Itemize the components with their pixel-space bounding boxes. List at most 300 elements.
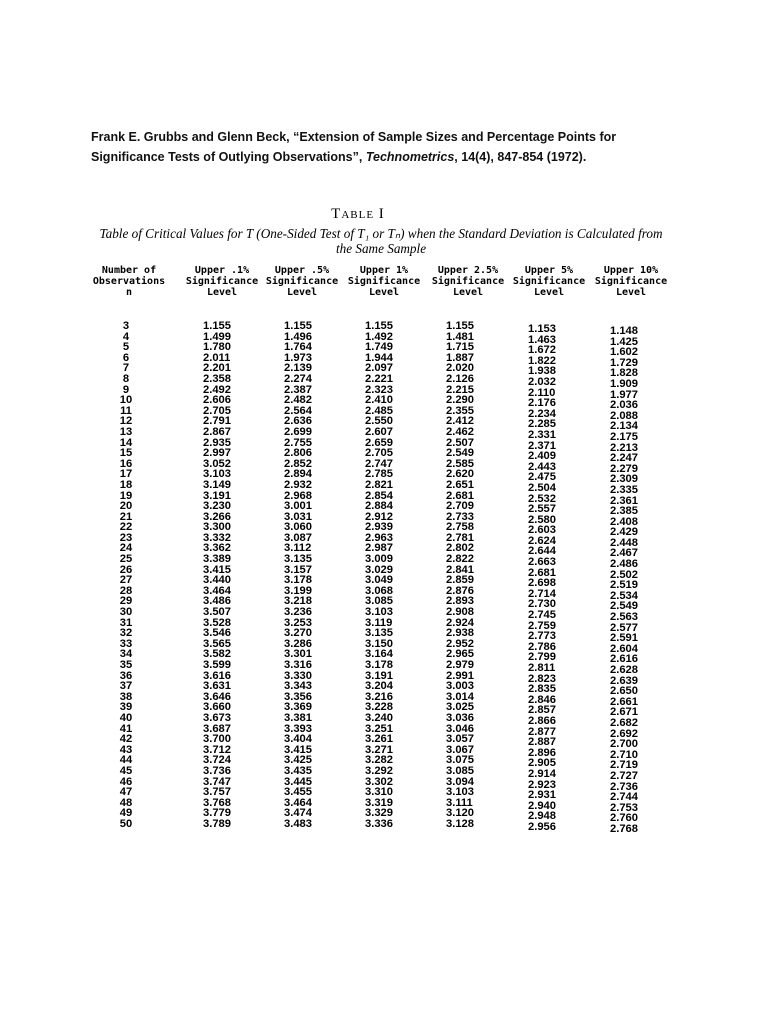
table-cell: 1.672 — [528, 344, 556, 357]
table-cell: 2.956 — [528, 820, 556, 833]
table-cell: 3.455 — [284, 786, 312, 799]
table-cell: 2.467 — [610, 547, 638, 560]
table-cell: 2.896 — [528, 746, 556, 759]
table-cell: 3.094 — [446, 775, 474, 788]
table-cell: 3.329 — [365, 807, 393, 820]
table-cell: 3.060 — [284, 521, 312, 534]
table-cell: 2.644 — [528, 545, 556, 558]
column-upper-10 — [610, 326, 638, 835]
table-cell: 3.112 — [284, 542, 312, 555]
column-upper-2-5 — [446, 321, 474, 830]
table-cell: 2.201 — [203, 362, 231, 375]
table-cell: 2.727 — [610, 769, 638, 782]
table-cell: 2.791 — [203, 415, 231, 428]
table-cell: 2.753 — [610, 801, 638, 814]
table-cell: 3.204 — [365, 680, 393, 693]
table-cell: 2.213 — [610, 441, 638, 454]
table-cell: 2.557 — [528, 503, 556, 516]
table-cell: 3.103 — [203, 468, 231, 481]
table-cell: 2.519 — [610, 579, 638, 592]
table-cell: 2.758 — [446, 521, 474, 534]
table-cell: 3.700 — [203, 733, 231, 746]
table-cell: 2.486 — [610, 558, 638, 571]
table-cell: 3.369 — [284, 701, 312, 714]
table-cell: 3.393 — [284, 722, 312, 735]
table-cell: 3.507 — [203, 606, 231, 619]
table-cell: 34 — [119, 648, 133, 661]
table-cell: 3.301 — [284, 648, 312, 661]
table-cell: 2.714 — [528, 587, 556, 600]
table-cell: 2.997 — [203, 447, 231, 460]
table-cell: 3.286 — [284, 637, 312, 650]
table-cell: 2.671 — [610, 706, 638, 719]
table-cell: 2.462 — [446, 425, 474, 438]
table-cell: 39 — [119, 701, 133, 714]
table-cell: 3.052 — [203, 457, 231, 470]
table-cell: 3.316 — [284, 659, 312, 671]
table-cell: 2.603 — [528, 524, 556, 537]
table-cell: 2.894 — [284, 468, 312, 481]
table-cell: 2.639 — [610, 674, 638, 687]
table-cell: 4 — [122, 330, 130, 343]
table-cell: 2.786 — [528, 640, 556, 653]
table-cell: 2.385 — [610, 505, 638, 518]
table-cell: 2.733 — [446, 510, 474, 523]
table-cell: 3.085 — [365, 595, 393, 608]
table-cell: 2.768 — [610, 822, 638, 835]
table-cell: 3.135 — [284, 553, 312, 566]
table-cell: 9 — [122, 383, 130, 396]
table-cell: 26 — [119, 563, 133, 576]
citation-journal: Technometrics — [365, 150, 455, 164]
table-cell: 2.965 — [446, 648, 474, 661]
table-cell: 1.499 — [203, 330, 231, 343]
table-cell: 3.474 — [284, 807, 312, 820]
table-cell: 2.935 — [203, 436, 231, 449]
table-cell: 2.011 — [203, 351, 231, 364]
table-cell: 21 — [119, 510, 133, 523]
table-cell: 24 — [119, 542, 133, 555]
table-cell: 3.415 — [203, 563, 231, 576]
table-cell: 2.410 — [365, 394, 393, 407]
table-cell: 2.361 — [610, 494, 638, 507]
table-cell: 1.973 — [284, 351, 312, 364]
table-cell: 2.802 — [446, 542, 474, 555]
table-cell: 2.020 — [446, 362, 474, 375]
table-cell: 2.564 — [284, 404, 312, 417]
table-cell: 3.292 — [365, 764, 393, 777]
table-cell: 2.504 — [528, 481, 556, 494]
table-cell: 3.029 — [365, 563, 393, 576]
table-cell: 3.343 — [284, 680, 312, 693]
table-cell: 2.822 — [446, 553, 474, 566]
table-cell: 1.828 — [610, 367, 638, 380]
table-cell: 3.178 — [284, 574, 312, 587]
table-cell: 47 — [119, 786, 133, 799]
table-cell: 2.335 — [610, 483, 638, 496]
table-cell: 3.736 — [203, 764, 231, 777]
table-cell: 3.251 — [365, 722, 393, 735]
table-cell: 2.755 — [284, 436, 312, 449]
table-cell: 2.811 — [528, 662, 556, 674]
table-cell: 2.932 — [284, 478, 312, 491]
table-cell: 2.387 — [284, 383, 312, 396]
table-cell: 3.103 — [365, 606, 393, 619]
table-cell: 3.528 — [203, 616, 231, 629]
table-cell: 3.046 — [446, 722, 474, 735]
table-cell: 2.884 — [365, 500, 393, 513]
table-cell: 49 — [119, 807, 133, 820]
table-cell: 3.075 — [446, 754, 474, 767]
table-cell: 2.841 — [446, 563, 474, 576]
table-cell: 2.681 — [446, 489, 474, 502]
table-cell: 3.049 — [365, 574, 393, 587]
table-cell: 2.744 — [610, 791, 638, 804]
table-cell: 2.355 — [446, 404, 474, 417]
table-cell: 2.036 — [610, 399, 638, 412]
table-cell: 3.616 — [203, 669, 231, 682]
table-cell: 3.300 — [203, 521, 231, 534]
table-cell: 1.425 — [610, 335, 638, 348]
table-cell: 2.759 — [528, 619, 556, 632]
table-cell: 2.585 — [446, 457, 474, 470]
table-cell: 10 — [119, 394, 133, 407]
table-cell: 3.282 — [365, 754, 393, 767]
table-cell: 7 — [122, 362, 130, 375]
table-cell: 1.155 — [284, 320, 312, 332]
table-cell: 3.631 — [203, 680, 231, 693]
table-cell: 2.952 — [446, 637, 474, 650]
table-cell: 3.464 — [284, 796, 312, 809]
table-cell: 3.546 — [203, 627, 231, 640]
table-cell: 42 — [119, 733, 133, 746]
header-upper-5: Upper 5% Significance Level — [512, 265, 586, 298]
table-cell: 2.215 — [446, 383, 474, 396]
table-cell: 50 — [119, 817, 133, 830]
table-cell: 3.157 — [284, 563, 312, 576]
table-cell: 3.266 — [203, 510, 231, 523]
table-cell: 3.150 — [365, 637, 393, 650]
table-cell: 2.705 — [203, 404, 231, 417]
table-cell: 2.939 — [365, 521, 393, 534]
table-cell: 1.715 — [446, 341, 474, 354]
table-cell: 2.134 — [610, 420, 638, 433]
table-cell: 30 — [119, 606, 133, 619]
table-cell: 2.580 — [528, 513, 556, 526]
table-cell: 2.709 — [446, 500, 474, 513]
table-cell: 28 — [119, 584, 133, 597]
table-cell: 38 — [119, 690, 133, 703]
table-cell: 2.604 — [610, 642, 638, 655]
table-cell: 3.087 — [284, 531, 312, 544]
table-cell: 2.781 — [446, 531, 474, 544]
table-cell: 3.425 — [284, 754, 312, 767]
table-cell: 43 — [119, 743, 133, 756]
table-cell: 2.088 — [610, 409, 638, 422]
table-cell: 2.799 — [528, 651, 556, 664]
table-cell: 1.909 — [610, 377, 638, 390]
table-cell: 2.651 — [446, 478, 474, 491]
table-cell: 3.253 — [284, 616, 312, 629]
table-cell: 2.408 — [610, 515, 638, 528]
table-cell: 1.155 — [446, 320, 474, 332]
table-cell: 1.153 — [528, 323, 556, 335]
table-cell: 3.389 — [203, 553, 231, 566]
table-cell: 2.624 — [528, 534, 556, 547]
table-cell: 3.001 — [284, 500, 312, 513]
header-upper-0-5: Upper .5% Significance Level — [265, 265, 339, 298]
table-cell: 13 — [119, 425, 133, 438]
table-cell: 2.700 — [610, 738, 638, 751]
table-cell: 2.747 — [365, 457, 393, 470]
table-cell: 1.148 — [610, 325, 638, 337]
table-cell: 3.003 — [446, 680, 474, 693]
table-cell: 29 — [119, 595, 133, 608]
table-cell: 2.859 — [446, 574, 474, 587]
table-cell: 2.110 — [528, 386, 556, 399]
table-cell: 1.463 — [528, 333, 556, 346]
citation-details: , 14(4), 847-854 (1972). — [454, 150, 587, 164]
citation — [91, 127, 691, 167]
table-cell: 2.924 — [446, 616, 474, 629]
table-cell: 2.719 — [610, 759, 638, 772]
table-cell: 3.310 — [365, 786, 393, 799]
table-cell: 3.435 — [284, 764, 312, 777]
table-cell: 19 — [119, 489, 133, 502]
table-cell: 2.866 — [528, 714, 556, 727]
column-n — [114, 321, 138, 830]
table-cell: 2.563 — [610, 611, 638, 624]
table-cell: 3.440 — [203, 574, 231, 587]
table-cell: 2.659 — [365, 436, 393, 449]
table-cell: 37 — [119, 680, 133, 693]
table-cell: 3.779 — [203, 807, 231, 820]
table-cell: 3.014 — [446, 690, 474, 703]
table-cell: 46 — [119, 775, 133, 788]
table-cell: 2.877 — [528, 725, 556, 738]
table-cell: 2.507 — [446, 436, 474, 449]
table-cell: 17 — [119, 468, 133, 481]
table-cell: 2.867 — [203, 425, 231, 438]
table-cell: 2.126 — [446, 372, 474, 385]
table-cell: 2.785 — [365, 468, 393, 481]
table-cell: 3.057 — [446, 733, 474, 746]
table-label: Table I — [331, 206, 385, 222]
table-cell: 2.661 — [610, 695, 638, 708]
table-cell: 12 — [119, 415, 133, 428]
table-cell: 2.705 — [365, 447, 393, 460]
table-cell: 2.323 — [365, 383, 393, 396]
table-cell: 1.155 — [203, 320, 231, 332]
table-cell: 3.757 — [203, 786, 231, 799]
table-cell: 2.628 — [610, 664, 638, 676]
table-cell: 48 — [119, 796, 133, 809]
table-cell: 3.085 — [446, 764, 474, 777]
table-cell: 3 — [122, 320, 130, 332]
table-cell: 3.191 — [365, 669, 393, 682]
table-cell: 2.371 — [528, 439, 556, 452]
table-cell: 2.963 — [365, 531, 393, 544]
table-cell: 3.599 — [203, 659, 231, 671]
table-cell: 2.710 — [610, 748, 638, 761]
table-cell: 2.443 — [528, 460, 556, 473]
table-cell: 2.698 — [528, 577, 556, 590]
table-cell: 1.481 — [446, 330, 474, 343]
column-upper-0-1 — [203, 321, 231, 830]
table-cell: 35 — [119, 659, 133, 671]
table-cell: 2.681 — [528, 566, 556, 579]
header-upper-2-5: Upper 2.5% Significance Level — [431, 265, 505, 298]
table-cell: 2.823 — [528, 672, 556, 685]
table-cell: 2.485 — [365, 404, 393, 417]
table-cell: 2.846 — [528, 693, 556, 706]
table-cell: 3.103 — [446, 786, 474, 799]
header-upper-1: Upper 1% Significance Level — [347, 265, 421, 298]
table-cell: 2.492 — [203, 383, 231, 396]
table-cell: 14 — [119, 436, 133, 449]
table-cell: 41 — [119, 722, 133, 735]
table-cell: 45 — [119, 764, 133, 777]
table-caption: Table of Critical Values for T (One-Sided Test of T₁ or Tₙ) when the Standard Deviation is Calculated from the Same Sample — [99, 226, 663, 256]
table-cell: 2.550 — [365, 415, 393, 428]
table-cell: 5 — [122, 341, 130, 354]
table-cell: 2.745 — [528, 609, 556, 622]
table-cell: 2.309 — [610, 473, 638, 486]
table-cell: 1.155 — [365, 320, 393, 332]
table-cell: 2.912 — [365, 510, 393, 523]
table-cell: 3.330 — [284, 669, 312, 682]
table-cell: 2.032 — [528, 375, 556, 388]
table-cell: 3.336 — [365, 817, 393, 830]
table-cell: 2.893 — [446, 595, 474, 608]
table-cell: 3.128 — [446, 817, 474, 830]
table-cell: 3.216 — [365, 690, 393, 703]
table-cell: 3.199 — [284, 584, 312, 597]
table-cell: 3.271 — [365, 743, 393, 756]
table-cell: 3.228 — [365, 701, 393, 714]
table-cell: 3.149 — [203, 478, 231, 491]
table-cell: 2.979 — [446, 659, 474, 671]
table-cell: 3.724 — [203, 754, 231, 767]
table-cell: 3.164 — [365, 648, 393, 661]
table-cell: 3.036 — [446, 711, 474, 724]
table-cell: 2.409 — [528, 450, 556, 463]
table-cell: 2.234 — [528, 407, 556, 420]
column-upper-1 — [365, 321, 393, 830]
table-cell: 2.475 — [528, 471, 556, 484]
table-cell: 2.429 — [610, 526, 638, 539]
table-cell: 27 — [119, 574, 133, 587]
table-cell: 1.780 — [203, 341, 231, 354]
table-cell: 2.448 — [610, 536, 638, 549]
column-upper-0-5 — [284, 321, 312, 830]
table-cell: 3.660 — [203, 701, 231, 714]
table-cell: 3.302 — [365, 775, 393, 788]
table-cell: 2.699 — [284, 425, 312, 438]
table-cell: 2.482 — [284, 394, 312, 407]
table-cell: 2.176 — [528, 397, 556, 410]
table-cell: 15 — [119, 447, 133, 460]
table-cell: 2.931 — [528, 789, 556, 802]
table-cell: 22 — [119, 521, 133, 534]
table-cell: 23 — [119, 531, 133, 544]
table-cell: 2.914 — [528, 767, 556, 780]
table-scan — [88, 200, 678, 868]
table-cell: 1.887 — [446, 351, 474, 364]
table-cell: 2.968 — [284, 489, 312, 502]
table-cell: 2.532 — [528, 492, 556, 505]
table-cell: 8 — [122, 372, 130, 385]
table-cell: 2.412 — [446, 415, 474, 428]
table-cell: 2.534 — [610, 589, 638, 602]
table-cell: 1.492 — [365, 330, 393, 343]
table-cell: 2.636 — [284, 415, 312, 428]
table-cell: 2.279 — [610, 462, 638, 475]
table-cell: 2.175 — [610, 430, 638, 443]
table-cell: 2.331 — [528, 428, 556, 441]
table-cell: 2.650 — [610, 685, 638, 698]
table-cell: 2.616 — [610, 653, 638, 666]
table-cell: 2.948 — [528, 810, 556, 823]
table-cell: 3.319 — [365, 796, 393, 809]
header-upper-10: Upper 10% Significance Level — [594, 265, 668, 298]
table-cell: 3.067 — [446, 743, 474, 756]
table-cell: 2.887 — [528, 736, 556, 749]
header-upper-0-1: Upper .1% Significance Level — [185, 265, 259, 298]
table-cell: 3.025 — [446, 701, 474, 714]
table-cell: 3.712 — [203, 743, 231, 756]
table-cell: 2.736 — [610, 780, 638, 793]
table-cell: 2.358 — [203, 372, 231, 385]
table-cell: 2.285 — [528, 418, 556, 431]
table-cell: 2.221 — [365, 372, 393, 385]
table-cell: 2.577 — [610, 621, 638, 634]
table-cell: 3.381 — [284, 711, 312, 724]
table-cell: 3.240 — [365, 711, 393, 724]
table-cell: 1.822 — [528, 354, 556, 367]
table-cell: 3.119 — [365, 616, 393, 629]
table-cell: 2.852 — [284, 457, 312, 470]
table-cell: 2.607 — [365, 425, 393, 438]
table-cell: 1.496 — [284, 330, 312, 343]
table-cell: 3.768 — [203, 796, 231, 809]
table-cell: 3.111 — [446, 796, 473, 809]
table-cell: 3.178 — [365, 659, 393, 671]
table-cell: 2.682 — [610, 716, 638, 729]
table-cell: 2.502 — [610, 568, 638, 581]
table-cell: 2.290 — [446, 394, 474, 407]
table-cell: 3.362 — [203, 542, 231, 555]
table-cell: 3.464 — [203, 584, 231, 597]
table-cell: 16 — [119, 457, 133, 470]
table-cell: 3.261 — [365, 733, 393, 746]
table-cell: 3.445 — [284, 775, 312, 788]
table-cell: 3.789 — [203, 817, 231, 830]
table-cell: 44 — [119, 754, 133, 767]
table-cell: 3.120 — [446, 807, 474, 820]
table-cell: 31 — [119, 616, 133, 629]
table-cell: 3.582 — [203, 648, 231, 661]
table-cell: 3.356 — [284, 690, 312, 703]
table-cell: 3.135 — [365, 627, 393, 640]
table-cell: 1.729 — [610, 356, 638, 369]
table-cell: 2.835 — [528, 683, 556, 696]
table-cell: 2.987 — [365, 542, 393, 555]
table-cell: 1.602 — [610, 346, 638, 359]
table-cell: 2.620 — [446, 468, 474, 481]
table-cell: 2.908 — [446, 606, 474, 619]
table-cell: 2.876 — [446, 584, 474, 597]
